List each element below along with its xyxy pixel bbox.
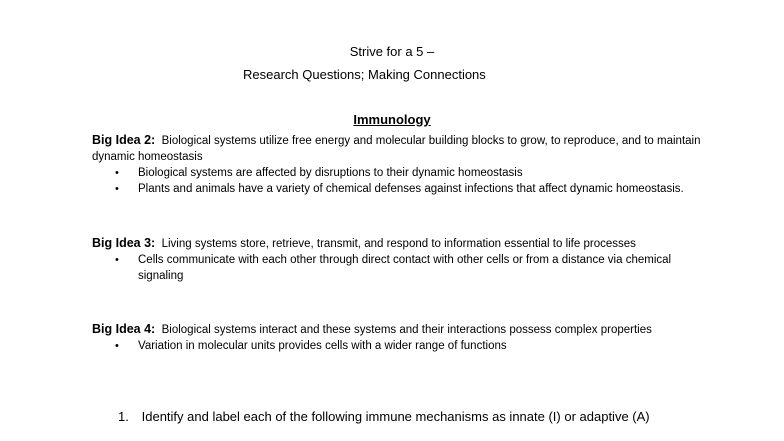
big-idea-2-bullets bbox=[92, 165, 712, 197]
question-text: Identify and label each of the following immune mechanisms as innate (I) or adaptive (A) bbox=[141, 409, 650, 424]
bullet-icon: • bbox=[115, 167, 119, 179]
bullet-text: Plants and animals have a variety of chemical defenses against infections that affect dynamic homeostasis. bbox=[138, 183, 684, 195]
bullet-icon: • bbox=[115, 183, 119, 195]
big-idea-3-label: Big Idea 3: bbox=[92, 236, 156, 250]
question-1 bbox=[118, 409, 650, 424]
big-idea-3-bullets bbox=[92, 252, 712, 284]
bullet-item bbox=[92, 165, 712, 181]
bullet-icon: • bbox=[115, 340, 119, 352]
bullet-icon: • bbox=[115, 254, 119, 266]
big-idea-2-section bbox=[92, 132, 712, 197]
document-title-line2: Research Questions; Making Connections bbox=[243, 67, 486, 82]
document-title-line1: Strive for a 5 – bbox=[349, 44, 435, 59]
section-heading: Immunology bbox=[353, 112, 431, 127]
big-idea-2-label: Big Idea 2: bbox=[92, 133, 156, 147]
big-idea-2-statement bbox=[92, 132, 712, 165]
bullet-item bbox=[92, 252, 712, 284]
big-idea-4-bullets bbox=[92, 338, 712, 354]
big-idea-3-section bbox=[92, 235, 712, 284]
question-number: 1. bbox=[118, 409, 129, 424]
bullet-item bbox=[92, 181, 712, 197]
big-idea-4-statement bbox=[92, 321, 712, 338]
bullet-text: Biological systems are affected by disruptions to their dynamic homeostasis bbox=[138, 167, 523, 179]
big-idea-3-text: Living systems store, retrieve, transmit, and respond to information essential to life processes bbox=[161, 238, 636, 250]
bullet-item bbox=[92, 338, 712, 354]
bullet-text: Variation in molecular units provides cells with a wider range of functions bbox=[138, 340, 507, 352]
big-idea-4-label: Big Idea 4: bbox=[92, 322, 156, 336]
big-idea-4-section bbox=[92, 321, 712, 354]
big-idea-2-text: Biological systems utilize free energy and molecular building blocks to grow, to reproduce, and to maintain dynamic homeostasis bbox=[92, 135, 701, 163]
big-idea-3-statement bbox=[92, 235, 712, 252]
big-idea-4-text: Biological systems interact and these systems and their interactions possess complex properties bbox=[161, 324, 652, 336]
bullet-text: Cells communicate with each other through direct contact with other cells or from a distance via chemical signaling bbox=[138, 254, 672, 282]
